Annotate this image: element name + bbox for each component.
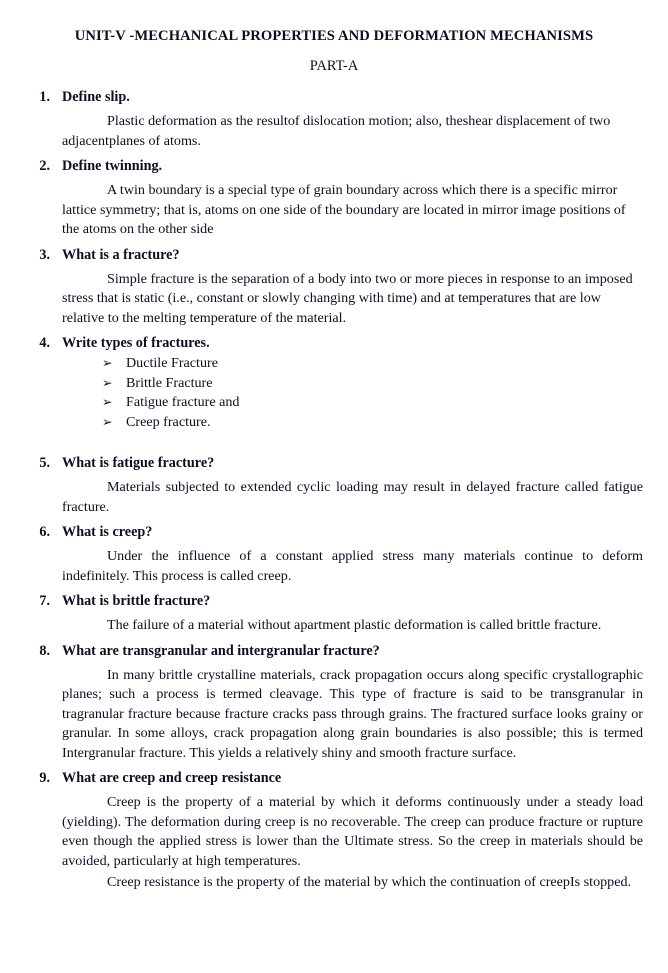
- question-text: Define twinning.: [62, 158, 163, 175]
- question-number: 1.: [39, 89, 50, 106]
- question-text: What are transgranular and intergranular fracture?: [62, 642, 380, 659]
- section-subtitle: PART-A: [309, 57, 359, 74]
- arrow-bullet-icon: ➢: [102, 375, 113, 390]
- answer-text: The failure of a material without apartment plastic deformation is called brittle fracture.: [107, 617, 602, 634]
- list-item-label: Ductile Fracture: [126, 355, 218, 372]
- section-spacer: [25, 432, 643, 454]
- question-number: 8.: [39, 642, 50, 659]
- answer-text: Materials subjected to extended cyclic loading may result in delayed fracture called fatigue fracture.: [62, 479, 643, 515]
- list-item-label: Creep fracture.: [126, 413, 211, 430]
- arrow-bullet-icon: ➢: [102, 414, 113, 429]
- answer-text: In many brittle crystalline materials, crack propagation occurs along specific crystallographic planes; such a process is termed cleavage. This type of fracture is said to be transgranular in tragranular fracture because fracture cracks pass through grains. The fractured surface looks grainy or granular. In some alloys, crack propagation along grain boundaries is also possible; this is termed Intergranular fracture. This yields a relatively shiny and smooth fracture surface.: [62, 666, 643, 761]
- question-number: 7.: [39, 593, 50, 610]
- answer-text: Plastic deformation as the resultof dislocation motion; also, theshear displacement of two adjacentplanes of atoms.: [62, 113, 611, 149]
- question-item-1: [25, 88, 643, 151]
- question-text: What is a fracture?: [62, 246, 180, 263]
- question-item-7: [25, 592, 643, 636]
- answer-text-continued: Creep resistance is the property of the material by which the continuation of creepIs stopped.: [107, 874, 632, 891]
- arrow-bullet-icon: ➢: [102, 395, 113, 410]
- list-item: [62, 354, 643, 374]
- list-item: [62, 374, 643, 394]
- question-number: 3.: [39, 246, 50, 263]
- question-item-6: [25, 523, 643, 586]
- question-text: What is fatigue fracture?: [62, 455, 215, 472]
- question-text: What are creep and creep resistance: [62, 770, 282, 787]
- question-item-3: [25, 246, 643, 329]
- question-number: 4.: [39, 335, 50, 352]
- list-item-label: Fatigue fracture and: [126, 394, 240, 411]
- question-text: Write types of fractures.: [62, 335, 210, 352]
- list-item: [62, 413, 643, 433]
- answer-text: Simple fracture is the separation of a body into two or more pieces in response to an imposed stress that is static (i.e., constant or slowly changing with time) and at temperatures that are low relative to the melting temperature of the material.: [62, 270, 633, 326]
- question-item-5: [25, 454, 643, 517]
- list-item-label: Brittle Fracture: [126, 374, 213, 391]
- answer-text: Creep is the property of a material by which it deforms continuously under a steady load (yielding). The deformation during creep is no recoverable. The creep can produce fracture or rupture even though the applied stress is lower than the Ultimate stress. So the creep in materials should be avoided, particularly at high temperatures.: [62, 794, 643, 869]
- question-text: What is brittle fracture?: [62, 593, 211, 610]
- answer-text: A twin boundary is a special type of grain boundary across which there is a specific mirror lattice symmetry; that is, atoms on one side of the boundary are located in mirror image positions of the atoms on the other side: [62, 182, 626, 238]
- list-item: [62, 393, 643, 413]
- arrow-bullet-icon: ➢: [102, 356, 113, 371]
- answer-text: Under the influence of a constant applied stress many materials continue to deform indefinitely. This process is called creep.: [62, 548, 643, 584]
- question-text: Define slip.: [62, 89, 130, 106]
- question-item-9: [25, 769, 643, 893]
- question-item-2: [25, 157, 643, 240]
- question-item-8: [25, 642, 643, 764]
- question-number: 6.: [39, 524, 50, 541]
- question-text: What is creep?: [62, 524, 153, 541]
- question-list: [25, 88, 643, 893]
- question-number: 5.: [39, 455, 50, 472]
- question-number: 9.: [39, 770, 50, 787]
- question-item-4: [25, 334, 643, 432]
- question-number: 2.: [39, 158, 50, 175]
- page-title: UNIT-V -MECHANICAL PROPERTIES AND DEFORMATION MECHANISMS: [74, 28, 594, 44]
- fracture-types-list: [62, 354, 643, 432]
